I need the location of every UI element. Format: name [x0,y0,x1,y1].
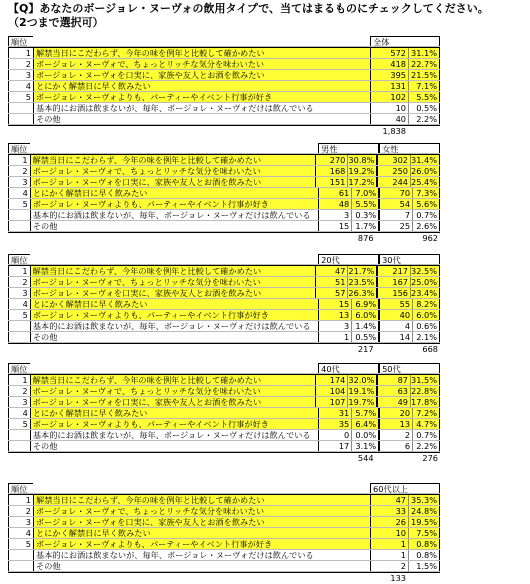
column-header-pad [408,483,440,493]
answer-label: とにかく解禁日に早く飲みたい [33,81,370,91]
rank-cell: 4 [8,528,33,538]
crosstab-table-3 [8,254,440,355]
table-header [8,483,440,494]
count-cell: 6 [379,441,412,451]
rank-header: 順位 [8,254,30,264]
percent-cell: 35.3% [408,495,440,505]
rank-cell [8,221,30,231]
rank-cell: 2 [8,166,30,176]
percent-cell: 7.2% [412,408,440,418]
answer-label: ボージョレ・ヌーヴォよりも、パーティーやイベント行事が好き [30,419,319,429]
count-cell: 104 [315,386,348,396]
column-header-pad [412,254,440,264]
answer-label: ボージョレ・ヌーヴォを口実に、家族や友人とお酒を飲みたい [30,397,315,407]
answer-label: ボージョレ・ヌーヴォを口実に、家族や友人とお酒を飲みたい [30,288,315,298]
table-body [8,154,440,233]
table-header [8,36,440,47]
percent-cell: 24.8% [408,506,440,516]
table-row [8,81,440,92]
count-cell: 302 [377,155,410,165]
count-cell: 3 [318,210,351,220]
total-row [8,453,440,464]
table-header [8,363,440,374]
count-cell: 35 [318,419,351,429]
count-cell: 33 [370,506,408,516]
rank-cell: 4 [8,188,30,198]
answer-label: ボージョレ・ヌーヴォを口実に、家族や友人とお酒を飲みたい [33,517,370,527]
rank-cell: 3 [8,70,33,80]
label-header [30,143,318,153]
total-count: 1,838 [382,126,406,136]
rank-cell: 4 [8,408,30,418]
answer-label: ボージョレ・ヌーヴォよりも、パーティーやイベント行事が好き [33,92,370,102]
count-cell: 572 [370,48,408,58]
answer-label: とにかく解禁日に早く飲みたい [30,299,319,309]
total-count: 276 [422,453,438,463]
count-cell: 15 [318,221,351,231]
question-title [8,2,489,30]
answer-label: その他 [33,561,370,571]
answer-label: 基本的にお酒は飲まないが、毎年、ボージョレ・ヌーヴォだけは飲んでいる [30,430,319,440]
percent-cell: 0.8% [408,539,440,549]
column-header-pad [408,36,440,46]
percent-cell: 21.7% [347,266,377,276]
crosstab-table-5 [8,483,440,584]
count-cell: 13 [379,419,412,429]
answer-label: 解禁当日にこだわらず、今年の味を例年と比較して確かめたい [30,375,315,385]
percent-cell: 7.0% [351,188,379,198]
percent-cell: 0.7% [412,430,440,440]
count-cell: 14 [379,332,412,342]
percent-cell: 25.4% [410,177,440,187]
count-cell: 7 [379,210,412,220]
percent-cell: 0.0% [351,430,379,440]
table-row [8,92,440,103]
rank-cell: 2 [8,506,33,516]
percent-cell: 6.4% [351,419,379,429]
table-row [8,506,440,517]
percent-cell: 6.9% [351,299,379,309]
total-count: 668 [422,344,438,354]
table-row [8,166,440,177]
total-gap [376,344,405,355]
crosstab-table-4 [8,363,440,464]
table-row [8,103,440,114]
table-row [8,59,440,70]
column-header-pad [351,143,379,153]
percent-cell: 25.0% [410,277,440,287]
count-cell: 4 [379,321,412,331]
table-header [8,254,440,265]
count-cell: 217 [377,266,410,276]
count-cell: 10 [370,528,408,538]
count-cell: 395 [370,70,408,80]
table-row [8,266,440,277]
percent-cell: 5.5% [351,199,379,209]
column-header: 全体 [370,36,408,46]
total-row [8,126,440,137]
total-spacer [8,453,340,464]
count-cell: 51 [315,277,348,287]
answer-label: ボージョレ・ヌーヴォで、ちょっとリッチな気分を味わいたい [33,59,370,69]
table-row [8,561,440,572]
percent-cell: 1.5% [408,561,440,571]
question-line-2: （2つまで選択可） [8,16,104,29]
rank-cell: 3 [8,288,30,298]
count-cell: 47 [315,266,348,276]
percent-cell: 19.7% [347,397,377,407]
total-count: 544 [357,453,374,463]
table-row [8,210,440,221]
answer-label: ボージョレ・ヌーヴォで、ちょっとリッチな気分を味わいたい [30,386,315,396]
total-spacer [8,573,370,584]
count-cell: 49 [377,397,410,407]
rank-cell: 2 [8,59,33,69]
column-header-pad [412,143,440,153]
percent-cell: 31.5% [410,375,440,385]
answer-label: 解禁当日にこだわらず、今年の味を例年と比較して確かめたい [33,495,370,505]
question-line-1: 【Q】あなたのボージョレ・ヌーヴォの飲用タイプで、当てはまるものにチェックしてください。 [8,2,489,15]
percent-cell: 22.7% [408,59,440,69]
table-row [8,277,440,288]
table-body [8,494,440,573]
table-row [8,332,440,343]
column-header: 60代以上 [370,483,408,493]
table-row [8,550,440,561]
rank-cell: 1 [8,155,30,165]
percent-cell: 0.6% [412,321,440,331]
answer-label: その他 [30,221,319,231]
count-cell: 61 [318,188,351,198]
rank-cell: 1 [8,495,33,505]
table-row [8,114,440,125]
table-row [8,495,440,506]
count-cell: 250 [377,166,410,176]
answer-label: ボージョレ・ヌーヴォよりも、パーティーやイベント行事が好き [30,310,319,320]
percent-cell: 6.0% [412,310,440,320]
percent-cell: 0.5% [408,103,440,113]
table-row [8,539,440,550]
answer-label: とにかく解禁日に早く飲みたい [33,528,370,538]
table-row [8,155,440,166]
answer-label: その他 [30,441,319,451]
percent-cell: 1.4% [351,321,379,331]
count-cell: 25 [379,221,412,231]
total-spacer [8,126,370,137]
answer-label: 基本的にお酒は飲まないが、毎年、ボージョレ・ヌーヴォだけは飲んでいる [33,550,370,560]
count-cell: 174 [315,375,348,385]
rank-cell: 2 [8,386,30,396]
answer-label: ボージョレ・ヌーヴォで、ちょっとリッチな気分を味わいたい [33,506,370,516]
total-gap [376,233,405,244]
table-row [8,70,440,81]
count-cell: 26 [370,517,408,527]
crosstab-table-2 [8,143,440,244]
table-row [8,221,440,232]
answer-label: ボージョレ・ヌーヴォよりも、パーティーやイベント行事が好き [33,539,370,549]
table-body [8,47,440,126]
percent-cell: 17.2% [347,177,377,187]
answer-label: 基本的にお酒は飲まないが、毎年、ボージョレ・ヌーヴォだけは飲んでいる [30,321,319,331]
count-cell: 1 [370,550,408,560]
table-row [8,199,440,210]
answer-label: とにかく解禁日に早く飲みたい [30,188,319,198]
column-header-pad [351,254,379,264]
total-count: 217 [357,344,374,354]
rank-cell: 5 [8,310,30,320]
percent-cell: 30.8% [347,155,377,165]
rank-cell [8,561,33,571]
rank-cell: 4 [8,81,33,91]
percent-cell: 7.3% [412,188,440,198]
rank-cell: 1 [8,48,33,58]
answer-label: ボージョレ・ヌーヴォよりも、パーティーやイベント行事が好き [30,199,319,209]
table-row [8,517,440,528]
count-cell: 31 [318,408,351,418]
rank-cell: 5 [8,419,30,429]
count-cell: 168 [315,166,348,176]
column-header-pad [412,363,440,373]
rank-cell [8,114,33,124]
percent-cell: 2.2% [408,114,440,124]
table-row [8,419,440,430]
percent-cell: 31.4% [410,155,440,165]
rank-header: 順位 [8,36,33,46]
count-cell: 54 [379,199,412,209]
rank-cell: 1 [8,375,30,385]
column-header-pad [351,363,379,373]
table-body [8,374,440,453]
column-header: 50代 [379,363,412,373]
count-cell: 418 [370,59,408,69]
rank-cell [8,321,30,331]
rank-cell: 5 [8,539,33,549]
percent-cell: 0.5% [351,332,379,342]
percent-cell: 22.8% [410,386,440,396]
count-cell: 20 [379,408,412,418]
count-cell: 1 [318,332,351,342]
count-cell: 151 [315,177,348,187]
table-row [8,188,440,199]
table-row [8,299,440,310]
count-cell: 63 [377,386,410,396]
table-row [8,441,440,452]
percent-cell: 8.2% [412,299,440,309]
table-row [8,386,440,397]
total-row [8,344,440,355]
rank-cell [8,430,30,440]
table-row [8,408,440,419]
rank-header: 順位 [8,363,30,373]
count-cell: 55 [379,299,412,309]
percent-cell: 0.3% [351,210,379,220]
percent-cell: 19.2% [347,166,377,176]
rank-cell: 1 [8,266,30,276]
count-cell: 131 [370,81,408,91]
label-header [33,483,370,493]
count-cell: 87 [377,375,410,385]
crosstab-table-1 [8,36,440,137]
count-cell: 1 [370,539,408,549]
count-cell: 107 [315,397,348,407]
percent-cell: 0.7% [412,210,440,220]
label-header [33,36,370,46]
table-body [8,265,440,344]
percent-cell: 21.5% [408,70,440,80]
total-count: 133 [390,573,406,583]
table-row [8,397,440,408]
total-spacer [8,344,340,355]
count-cell: 10 [370,103,408,113]
answer-label: 基本的にお酒は飲まないが、毎年、ボージョレ・ヌーヴォだけは飲んでいる [30,210,319,220]
count-cell: 0 [318,430,351,440]
rank-cell [8,441,30,451]
count-cell: 2 [370,561,408,571]
count-cell: 3 [318,321,351,331]
count-cell: 244 [377,177,410,187]
percent-cell: 7.1% [408,81,440,91]
count-cell: 40 [370,114,408,124]
answer-label: 解禁当日にこだわらず、今年の味を例年と比較して確かめたい [33,48,370,58]
rank-cell: 3 [8,177,30,187]
percent-cell: 0.8% [408,550,440,560]
table-row [8,321,440,332]
answer-label: とにかく解禁日に早く飲みたい [30,408,319,418]
count-cell: 17 [318,441,351,451]
percent-cell: 26.0% [410,166,440,176]
rank-cell [8,210,30,220]
total-row [8,233,440,244]
table-row [8,310,440,321]
count-cell: 102 [370,92,408,102]
table-row [8,375,440,386]
percent-cell: 17.8% [410,397,440,407]
count-cell: 156 [377,288,410,298]
percent-cell: 3.1% [351,441,379,451]
percent-cell: 2.2% [412,441,440,451]
total-spacer [8,233,340,244]
percent-cell: 31.1% [408,48,440,58]
percent-cell: 2.1% [412,332,440,342]
rank-cell: 5 [8,199,30,209]
percent-cell: 19.5% [408,517,440,527]
column-header: 男性 [318,143,351,153]
count-cell: 13 [318,310,351,320]
label-header [30,254,318,264]
percent-cell: 4.7% [412,419,440,429]
rank-cell: 2 [8,277,30,287]
count-cell: 15 [318,299,351,309]
percent-cell: 26.3% [347,288,377,298]
count-cell: 47 [370,495,408,505]
answer-label: 解禁当日にこだわらず、今年の味を例年と比較して確かめたい [30,155,315,165]
answer-label: その他 [33,114,370,124]
percent-cell: 2.6% [412,221,440,231]
percent-cell: 32.0% [347,375,377,385]
percent-cell: 7.5% [408,528,440,538]
total-count: 962 [422,233,438,243]
answer-label: 基本的にお酒は飲まないが、毎年、ボージョレ・ヌーヴォだけは飲んでいる [33,103,370,113]
count-cell: 167 [377,277,410,287]
column-header: 20代 [318,254,351,264]
column-header: 40代 [318,363,351,373]
column-header: 女性 [379,143,412,153]
percent-cell: 5.7% [351,408,379,418]
answer-label: その他 [30,332,319,342]
answer-label: ボージョレ・ヌーヴォで、ちょっとリッチな気分を味わいたい [30,166,315,176]
table-row [8,48,440,59]
count-cell: 40 [379,310,412,320]
rank-header: 順位 [8,143,30,153]
rank-cell [8,103,33,113]
total-row [8,573,440,584]
table-header [8,143,440,154]
table-row [8,430,440,441]
rank-cell: 5 [8,92,33,102]
answer-label: 解禁当日にこだわらず、今年の味を例年と比較して確かめたい [30,266,315,276]
answer-label: ボージョレ・ヌーヴォを口実に、家族や友人とお酒を飲みたい [30,177,315,187]
count-cell: 2 [379,430,412,440]
percent-cell: 6.0% [351,310,379,320]
rank-header: 順位 [8,483,33,493]
percent-cell: 19.1% [347,386,377,396]
table-row [8,177,440,188]
count-cell: 70 [379,188,412,198]
count-cell: 270 [315,155,348,165]
answer-label: ボージョレ・ヌーヴォで、ちょっとリッチな気分を味わいたい [30,277,315,287]
percent-cell: 23.4% [410,288,440,298]
percent-cell: 32.5% [410,266,440,276]
table-row [8,288,440,299]
rank-cell: 3 [8,517,33,527]
percent-cell: 1.7% [351,221,379,231]
label-header [30,363,318,373]
rank-cell [8,550,33,560]
rank-cell [8,332,30,342]
table-row [8,528,440,539]
column-header: 30代 [379,254,412,264]
percent-cell: 5.6% [412,199,440,209]
percent-cell: 23.5% [347,277,377,287]
percent-cell: 5.5% [408,92,440,102]
rank-cell: 4 [8,299,30,309]
rank-cell: 3 [8,397,30,407]
answer-label: ボージョレ・ヌーヴォを口実に、家族や友人とお酒を飲みたい [33,70,370,80]
total-count: 876 [357,233,374,243]
count-cell: 48 [318,199,351,209]
count-cell: 57 [315,288,348,298]
total-gap [376,453,405,464]
